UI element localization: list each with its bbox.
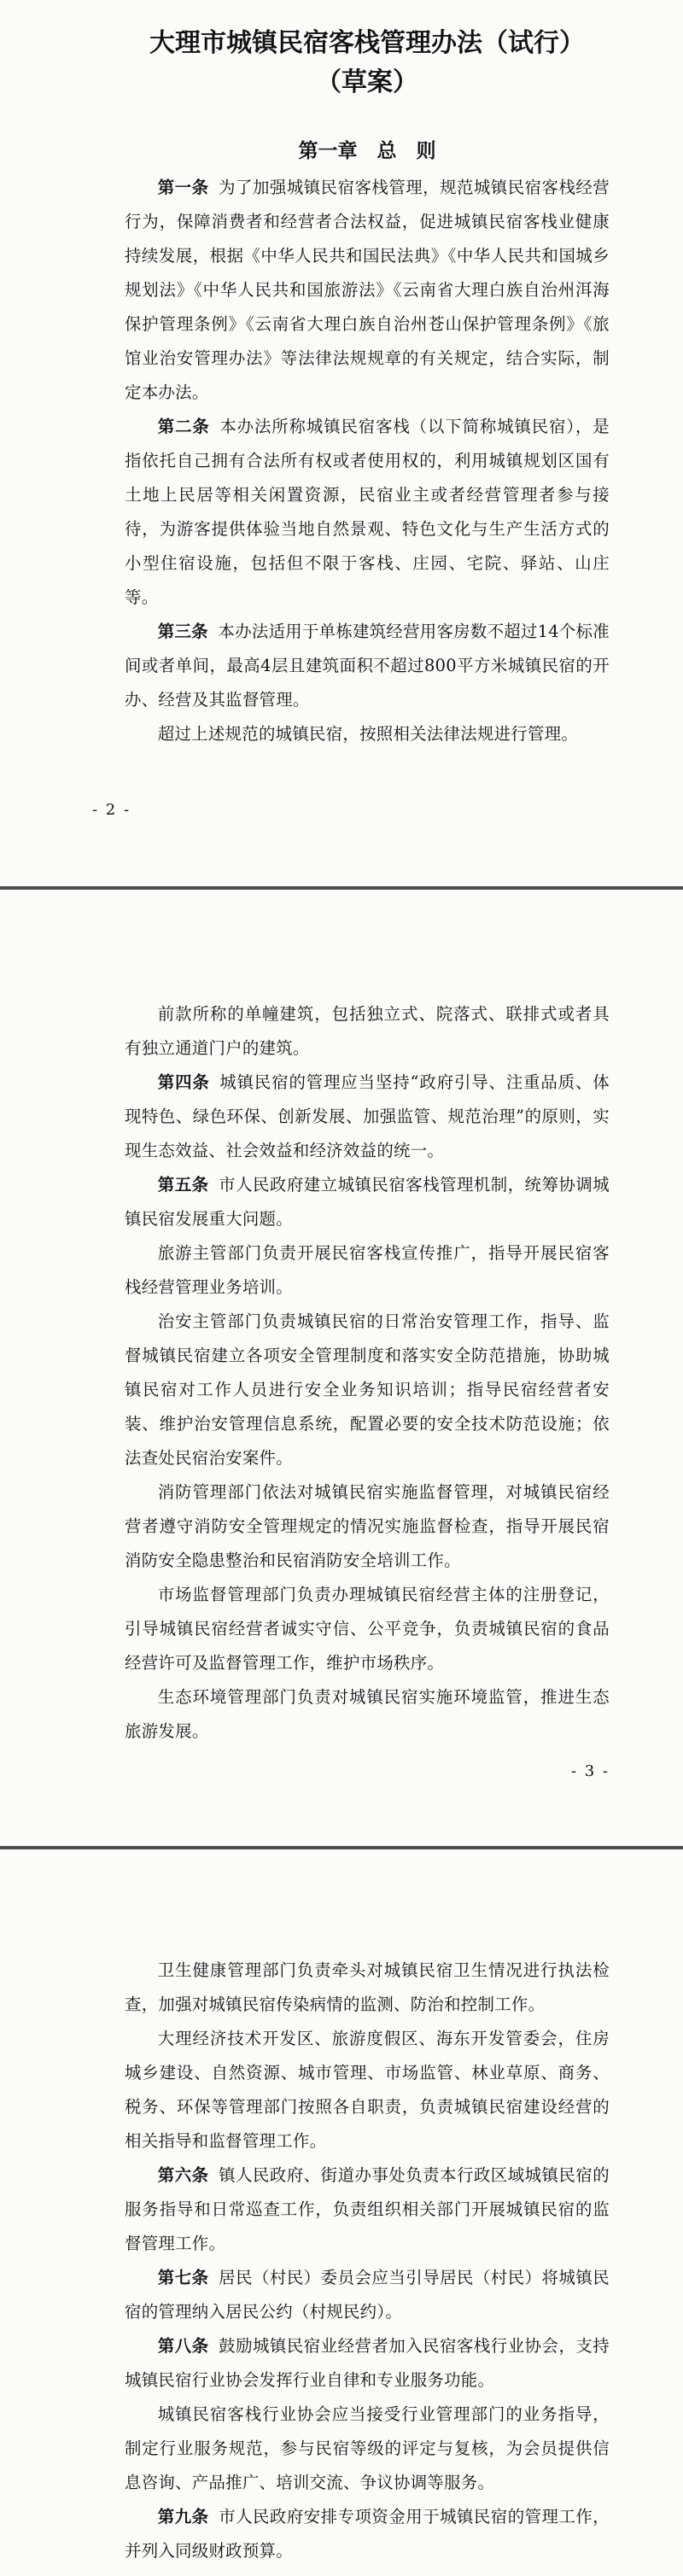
paragraph-text: 前款所称的单幢建筑，包括独立式、院落式、联排式或者具有独立通道门户的建筑。 bbox=[125, 1004, 610, 1058]
paragraph bbox=[125, 1680, 610, 1749]
paragraph-text: 消防管理部门依法对城镇民宿实施监督管理，对城镇民宿经营者遵守消防安全管理规定的情况实施监督检查，指导开展民宿消防安全隐患整治和民宿消防安全培训工作。 bbox=[125, 1482, 610, 1570]
paragraph bbox=[125, 1066, 610, 1168]
paragraph-text: 市场监督管理部门负责办理城镇民宿经营主体的注册登记，引导城镇民宿经营者诚实守信、公平竞争，负责城镇民宿的食品经营许可及监督管理工作，维护市场秩序。 bbox=[125, 1585, 610, 1673]
paragraph bbox=[125, 997, 610, 1066]
paragraph bbox=[125, 1305, 610, 1475]
chapter-heading: 第一章 总 则 bbox=[298, 139, 436, 162]
paragraph-text: 镇人民政府、街道办事处负责本行政区域城镇民宿的服务指导和日常巡查工作，负责组织相关部门开展城镇民宿的监督管理工作。 bbox=[125, 2165, 610, 2253]
paragraph-text: 市人民政府安排专项资金用于城镇民宿的管理工作，并列入同级财政预算。 bbox=[125, 2507, 610, 2561]
document-subtitle: （草案） bbox=[316, 67, 418, 97]
article-number: 第二条 bbox=[157, 417, 210, 436]
article-number: 第五条 bbox=[157, 1175, 209, 1195]
paragraph-text: 治安主管部门负责城镇民宿的日常治安管理工作，指导、监督城镇民宿建立各项安全管理制度和落实安全防范措施，协助城镇民宿对工作人员进行安全业务知识培训；指导民宿经营者安装、维护治安管理信息系统，配置必要的安全技术防范设施；依法查处民宿治安案件。 bbox=[125, 1311, 610, 1468]
article-number: 第七条 bbox=[157, 2268, 209, 2287]
paragraph bbox=[125, 410, 610, 615]
paragraph-text: 市人民政府建立城镇民宿客栈管理机制，统筹协调城镇民宿发展重大问题。 bbox=[125, 1175, 610, 1229]
page-1-body bbox=[125, 171, 610, 751]
article-number: 第一条 bbox=[157, 178, 209, 197]
document-page-1 bbox=[0, 0, 683, 886]
page-number: - 2 - bbox=[92, 801, 131, 819]
paragraph bbox=[125, 2158, 610, 2261]
paragraph-text: 城镇民宿的管理应当坚持“政府引导、注重品质、体现特色、绿色环保、创新发展、加强监管、规范治理”的原则，实现生态效益、社会效益和经济效益的统一。 bbox=[125, 1072, 610, 1160]
paragraph bbox=[125, 2329, 610, 2398]
paragraph-text: 生态环境管理部门负责对城镇民宿实施环境监管，推进生态旅游发展。 bbox=[125, 1687, 610, 1741]
paragraph-text: 城镇民宿客栈行业协会应当接受行业管理部门的业务指导，制定行业服务规范，参与民宿等级的评定与复核，为会员提供信息咨询、产品推广、培训交流、争议协调等服务。 bbox=[125, 2404, 610, 2492]
page-number: - 3 - bbox=[570, 1762, 610, 1780]
paragraph-text: 鼓励城镇民宿业经营者加入民宿客栈行业协会，支持城镇民宿行业协会发挥行业自律和专业服务功能。 bbox=[125, 2336, 610, 2390]
document-page-3 bbox=[0, 1849, 683, 2576]
document-title: 大理市城镇民宿客栈管理办法（试行） bbox=[149, 28, 585, 58]
paragraph bbox=[125, 717, 610, 751]
paragraph bbox=[125, 2398, 610, 2500]
page-3-body bbox=[125, 1954, 610, 2568]
paragraph-text: 超过上述规范的城镇民宿，按照相关法律法规进行管理。 bbox=[157, 724, 579, 744]
paragraph bbox=[125, 1578, 610, 1680]
paragraph-text: 本办法适用于单栋建筑经营用客房数不超过14个标准间或者单间，最高4层且建筑面积不超过800平方米城镇民宿的开办、经营及其监督管理。 bbox=[125, 622, 610, 710]
paragraph-text: 卫生健康管理部门负责牵头对城镇民宿卫生情况进行执法检查，加强对城镇民宿传染病情的监测、防治和控制工作。 bbox=[125, 1960, 610, 2014]
article-number: 第九条 bbox=[157, 2507, 209, 2526]
article-number: 第六条 bbox=[157, 2165, 209, 2185]
paragraph bbox=[125, 1954, 610, 2022]
paragraph bbox=[125, 1168, 610, 1236]
paragraph bbox=[125, 2022, 610, 2158]
paragraph-text: 本办法所称城镇民宿客栈（以下简称城镇民宿），是指依托自己拥有合法所有权或者使用权的，利用城镇规划区国有土地上民居等相关闲置资源，民宿业主或者经营管理者参与接待，为游客提供体验当地自然景观、特色文化与生产生活方式的小型住宿设施，包括但不限于客栈、庄园、宅院、驿站、山庄等。 bbox=[125, 417, 610, 607]
paragraph bbox=[125, 615, 610, 717]
document-page-2 bbox=[0, 890, 683, 1846]
paragraph bbox=[125, 2261, 610, 2329]
paragraph bbox=[125, 2500, 610, 2568]
paragraph-text: 居民（村民）委员会应当引导居民（村民）将城镇民宿的管理纳入居民公约（村规民约）。 bbox=[125, 2268, 610, 2322]
page-2-body bbox=[125, 997, 610, 1749]
article-number: 第三条 bbox=[157, 622, 208, 641]
paragraph bbox=[125, 1475, 610, 1578]
paragraph bbox=[125, 171, 610, 410]
paragraph-text: 大理经济技术开发区、旅游度假区、海东开发管委会，住房城乡建设、自然资源、城市管理、市场监管、林业草原、商务、税务、环保等管理部门按照各自职责，负责城镇民宿建设经营的相关指导和监督管理工作。 bbox=[125, 2029, 610, 2151]
article-number: 第四条 bbox=[157, 1072, 210, 1092]
paragraph bbox=[125, 1236, 610, 1305]
article-number: 第八条 bbox=[157, 2336, 209, 2356]
paragraph-text: 为了加强城镇民宿客栈管理，规范城镇民宿客栈经营行为，保障消费者和经营者合法权益，促进城镇民宿客栈业健康持续发展，根据《中华人民共和国民法典》《中华人民共和国城乡规划法》《中华人民共和国旅游法》《云南省大理白族自治州洱海保护管理条例》《云南省大理白族自治州苍山保护管理条例》《旅馆业治安管理办法》等法律法规规章的有关规定，结合实际，制定本办法。 bbox=[125, 178, 610, 402]
paragraph-text: 旅游主管部门负责开展民宿客栈宣传推广，指导开展民宿客栈经营管理业务培训。 bbox=[125, 1243, 610, 1297]
